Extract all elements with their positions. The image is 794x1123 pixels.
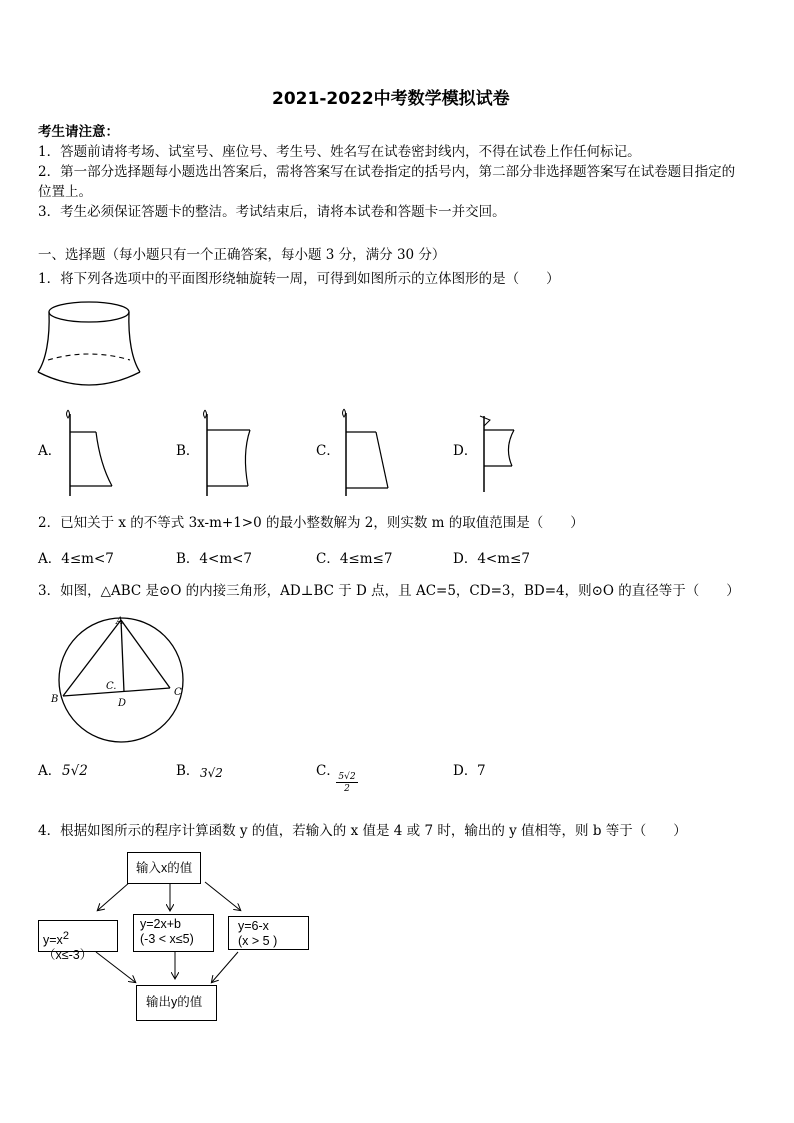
flow-branch-3-box: [228, 916, 309, 950]
notice-item-2: 2．第一部分选择题每小题选出答案后，需将答案写在试卷指定的括号内，第二部分非选择题答案写在试卷题目指定的: [38, 164, 736, 180]
q3-option-c-numerator: 5√2: [336, 772, 358, 783]
notice-item-3: 3．考生必须保证答题卡的整洁。考试结束后，请将本试卷和答题卡一并交回。: [38, 204, 506, 220]
q2-option-c[interactable]: C．4≤m≤7: [316, 551, 393, 567]
question-4-text: 4．根据如图所示的程序计算函数 y 的值，若输入的 x 值是 4 或 7 时，输出的 y 值相等，则 b 等于（ ）: [38, 823, 687, 839]
q3-label-c: C: [174, 687, 182, 698]
q1-option-b[interactable]: B．: [176, 443, 200, 459]
q3-option-b-label[interactable]: B．: [176, 763, 200, 779]
q3-option-a-value: 5√2: [62, 763, 88, 779]
question-2-text: 2．已知关于 x 的不等式 3x-m+1>0 的最小整数解为 2，则实数 m 的取值范围是（ ）: [38, 515, 584, 531]
notice-heading: 考生请注意：: [38, 124, 119, 140]
flow-branch-2-box: [133, 914, 214, 952]
notice-item-1: 1．答题前请将考场、试室号、座位号、考生号、姓名写在试卷密封线内，不得在试卷上作任何标记。: [38, 144, 641, 160]
flow-branch-3-line2: (x > 5 ): [238, 934, 278, 948]
q1-option-d[interactable]: D．: [453, 443, 478, 459]
flow-branch-2-line2: (-3 < x≤5): [140, 932, 194, 946]
q3-option-a-label[interactable]: A．: [38, 763, 62, 779]
question-3-text: 3．如图，△ABC 是⊙O 的内接三角形，AD⊥BC 于 D 点，且 AC=5，CD=3，BD=4，则⊙O 的直径等于（ ）: [38, 583, 740, 599]
flow-output-box: [136, 985, 217, 1021]
flow-input-text: 输入x的值: [136, 861, 193, 875]
page-title: 2021-2022中考数学模拟试卷: [272, 89, 510, 109]
flow-output-text: 输出y的值: [146, 995, 203, 1009]
q3-option-c-label[interactable]: C．: [316, 763, 340, 779]
q1-option-a[interactable]: A．: [38, 443, 62, 459]
q2-option-b[interactable]: B．4<m<7: [176, 551, 253, 567]
flow-branch-1-sup: 2: [62, 930, 69, 942]
flow-branch-2-line1: y=2x+b: [140, 917, 182, 931]
flow-branch-1-cond: （x≤-3）: [43, 948, 93, 963]
q2-option-a[interactable]: A．4≤m<7: [38, 551, 114, 567]
section-heading: 一、选择题（每小题只有一个正确答案，每小题 3 分，满分 30 分）: [38, 247, 446, 263]
q3-option-c-denominator: 2: [344, 784, 350, 794]
flow-input-box: [127, 852, 201, 884]
q3-option-d-label[interactable]: D．: [453, 763, 478, 779]
q3-option-d-value: 7: [477, 763, 486, 779]
q1-option-c[interactable]: C．: [316, 443, 340, 459]
q3-label-d: D: [118, 698, 127, 709]
notice-item-2-cont: 位置上。: [38, 184, 92, 200]
flow-branch-1-main: y=x: [43, 933, 63, 948]
q3-label-b: B: [51, 694, 59, 705]
q3-label-a: A: [116, 616, 124, 627]
question-1-text: 1．将下列各选项中的平面图形绕轴旋转一周，可得到如图所示的立体图形的是（ ）: [38, 271, 560, 287]
q2-option-d[interactable]: D．4<m≤7: [453, 551, 530, 567]
q3-label-o: C.: [106, 681, 117, 692]
flow-branch-3-line1: y=6-x: [238, 919, 269, 933]
q3-option-b-value: 3√2: [200, 766, 223, 780]
